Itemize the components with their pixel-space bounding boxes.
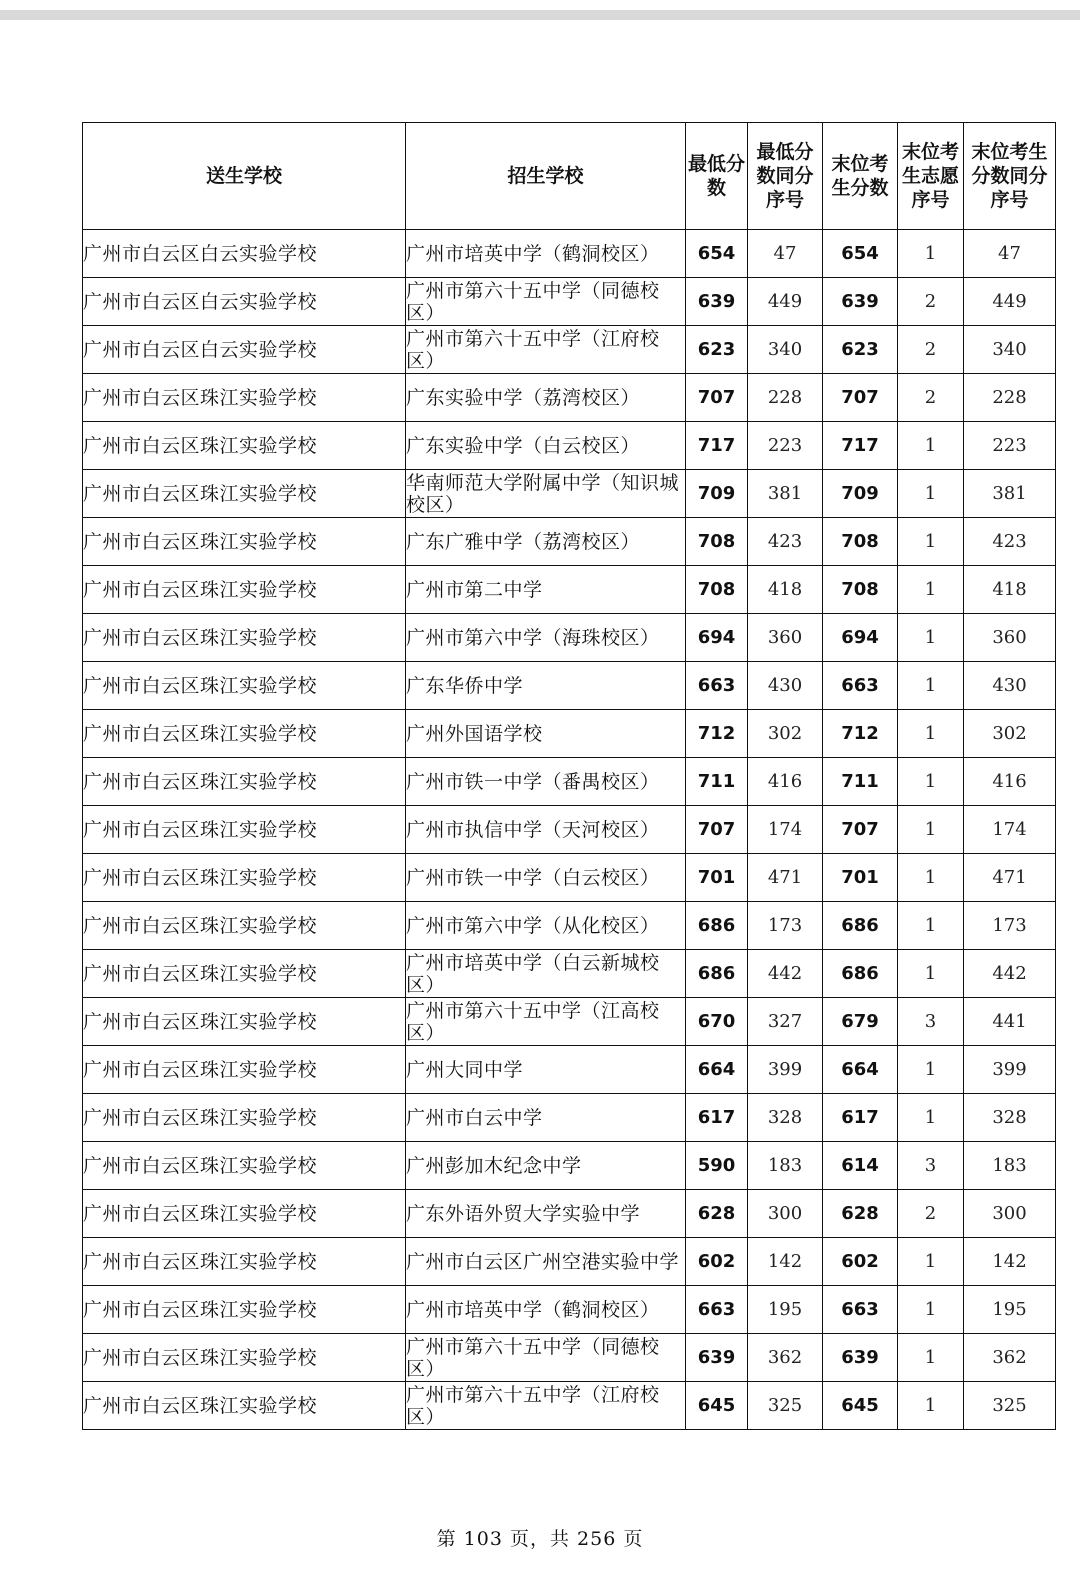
table-row xyxy=(83,566,1056,614)
cell-last-wish-no: 2 xyxy=(898,374,964,422)
cell-last-score: 614 xyxy=(823,1142,898,1190)
cell-recruit-school: 广州市培英中学（鹤洞校区） xyxy=(406,1286,686,1334)
cell-min-score-rank: 173 xyxy=(748,902,823,950)
cell-min-score-rank: 174 xyxy=(748,806,823,854)
table-row xyxy=(83,1142,1056,1190)
table-row xyxy=(83,758,1056,806)
cell-last-score: 712 xyxy=(823,710,898,758)
cell-min-score-rank: 223 xyxy=(748,422,823,470)
cell-min-score-rank: 362 xyxy=(748,1334,823,1382)
cell-last-score-rank: 174 xyxy=(964,806,1056,854)
cell-recruit-school: 广州市铁一中学（白云校区） xyxy=(406,854,686,902)
cell-min-score: 670 xyxy=(686,998,748,1046)
cell-min-score: 686 xyxy=(686,902,748,950)
cell-recruit-school: 广东实验中学（荔湾校区） xyxy=(406,374,686,422)
cell-last-wish-no: 1 xyxy=(898,566,964,614)
cell-last-score-rank: 418 xyxy=(964,566,1056,614)
cell-send-school: 广州市白云区珠江实验学校 xyxy=(83,662,406,710)
cell-last-score-rank: 325 xyxy=(964,1382,1056,1430)
cell-min-score: 623 xyxy=(686,326,748,374)
table-row xyxy=(83,1286,1056,1334)
cell-min-score-rank: 195 xyxy=(748,1286,823,1334)
cell-recruit-school: 广州大同中学 xyxy=(406,1046,686,1094)
cell-last-score: 686 xyxy=(823,902,898,950)
cell-last-score: 602 xyxy=(823,1238,898,1286)
cell-send-school: 广州市白云区珠江实验学校 xyxy=(83,806,406,854)
cell-min-score: 645 xyxy=(686,1382,748,1430)
cell-send-school: 广州市白云区珠江实验学校 xyxy=(83,902,406,950)
header-recruit-school: 招生学校 xyxy=(406,123,686,230)
cell-recruit-school: 华南师范大学附属中学（知识城校区） xyxy=(406,470,686,518)
table-header-row xyxy=(83,123,1056,230)
table-row xyxy=(83,1382,1056,1430)
cell-min-score-rank: 327 xyxy=(748,998,823,1046)
cell-last-score: 717 xyxy=(823,422,898,470)
cell-send-school: 广州市白云区白云实验学校 xyxy=(83,278,406,326)
cell-min-score: 686 xyxy=(686,950,748,998)
table-row xyxy=(83,998,1056,1046)
cell-send-school: 广州市白云区珠江实验学校 xyxy=(83,470,406,518)
header-last-wish-no: 末位考生志愿序号 xyxy=(898,123,964,230)
cell-min-score-rank: 418 xyxy=(748,566,823,614)
cell-min-score: 712 xyxy=(686,710,748,758)
cell-recruit-school: 广州市第六十五中学（江府校区） xyxy=(406,326,686,374)
header-last-score: 末位考生分数 xyxy=(823,123,898,230)
cell-last-score-rank: 360 xyxy=(964,614,1056,662)
cell-min-score-rank: 328 xyxy=(748,1094,823,1142)
cell-min-score-rank: 183 xyxy=(748,1142,823,1190)
cell-last-score-rank: 362 xyxy=(964,1334,1056,1382)
table-row xyxy=(83,326,1056,374)
cell-last-score-rank: 449 xyxy=(964,278,1056,326)
cell-min-score: 708 xyxy=(686,566,748,614)
cell-last-score-rank: 47 xyxy=(964,230,1056,278)
cell-recruit-school: 广州市铁一中学（番禺校区） xyxy=(406,758,686,806)
cell-send-school: 广州市白云区白云实验学校 xyxy=(83,326,406,374)
cell-last-wish-no: 3 xyxy=(898,998,964,1046)
cell-last-score: 701 xyxy=(823,854,898,902)
cell-min-score-rank: 442 xyxy=(748,950,823,998)
cell-last-score: 694 xyxy=(823,614,898,662)
cell-min-score: 663 xyxy=(686,662,748,710)
cell-last-score: 663 xyxy=(823,662,898,710)
cell-recruit-school: 广州市第六中学（从化校区） xyxy=(406,902,686,950)
cell-last-score: 707 xyxy=(823,374,898,422)
cell-last-wish-no: 1 xyxy=(898,518,964,566)
cell-min-score: 628 xyxy=(686,1190,748,1238)
cell-last-wish-no: 3 xyxy=(898,1142,964,1190)
cell-send-school: 广州市白云区珠江实验学校 xyxy=(83,1334,406,1382)
cell-last-score-rank: 228 xyxy=(964,374,1056,422)
cell-last-wish-no: 1 xyxy=(898,806,964,854)
cell-min-score: 663 xyxy=(686,1286,748,1334)
cell-min-score: 602 xyxy=(686,1238,748,1286)
cell-send-school: 广州市白云区珠江实验学校 xyxy=(83,614,406,662)
cell-send-school: 广州市白云区白云实验学校 xyxy=(83,230,406,278)
table-row xyxy=(83,614,1056,662)
top-divider-bar xyxy=(0,10,1080,20)
cell-send-school: 广州市白云区珠江实验学校 xyxy=(83,1382,406,1430)
cell-send-school: 广州市白云区珠江实验学校 xyxy=(83,950,406,998)
cell-last-score: 617 xyxy=(823,1094,898,1142)
cell-min-score: 707 xyxy=(686,374,748,422)
cell-recruit-school: 广东广雅中学（荔湾校区） xyxy=(406,518,686,566)
cell-min-score-rank: 399 xyxy=(748,1046,823,1094)
cell-min-score-rank: 471 xyxy=(748,854,823,902)
cell-last-wish-no: 1 xyxy=(898,758,964,806)
cell-last-score-rank: 442 xyxy=(964,950,1056,998)
cell-last-score-rank: 142 xyxy=(964,1238,1056,1286)
cell-min-score: 717 xyxy=(686,422,748,470)
cell-send-school: 广州市白云区珠江实验学校 xyxy=(83,1286,406,1334)
cell-recruit-school: 广州市第六十五中学（江府校区） xyxy=(406,1382,686,1430)
cell-min-score: 664 xyxy=(686,1046,748,1094)
table-row xyxy=(83,278,1056,326)
cell-min-score-rank: 449 xyxy=(748,278,823,326)
cell-min-score: 711 xyxy=(686,758,748,806)
cell-send-school: 广州市白云区珠江实验学校 xyxy=(83,998,406,1046)
cell-last-score: 709 xyxy=(823,470,898,518)
cell-min-score: 707 xyxy=(686,806,748,854)
cell-last-wish-no: 1 xyxy=(898,1238,964,1286)
cell-last-score: 654 xyxy=(823,230,898,278)
cell-recruit-school: 广州市培英中学（白云新城校区） xyxy=(406,950,686,998)
cell-last-score: 639 xyxy=(823,278,898,326)
cell-recruit-school: 广州市第六十五中学（同德校区） xyxy=(406,1334,686,1382)
cell-send-school: 广州市白云区珠江实验学校 xyxy=(83,566,406,614)
table-row xyxy=(83,854,1056,902)
cell-last-score-rank: 223 xyxy=(964,422,1056,470)
cell-last-wish-no: 2 xyxy=(898,326,964,374)
cell-min-score-rank: 416 xyxy=(748,758,823,806)
cell-min-score-rank: 228 xyxy=(748,374,823,422)
cell-min-score-rank: 340 xyxy=(748,326,823,374)
cell-min-score-rank: 360 xyxy=(748,614,823,662)
cell-last-wish-no: 1 xyxy=(898,662,964,710)
table-row xyxy=(83,710,1056,758)
table-row xyxy=(83,470,1056,518)
cell-last-score-rank: 416 xyxy=(964,758,1056,806)
cell-last-score-rank: 381 xyxy=(964,470,1056,518)
table-row xyxy=(83,518,1056,566)
cell-last-wish-no: 2 xyxy=(898,278,964,326)
cell-last-score-rank: 302 xyxy=(964,710,1056,758)
cell-min-score-rank: 47 xyxy=(748,230,823,278)
cell-recruit-school: 广州市第六十五中学（江高校区） xyxy=(406,998,686,1046)
cell-recruit-school: 广东外语外贸大学实验中学 xyxy=(406,1190,686,1238)
cell-recruit-school: 广州外国语学校 xyxy=(406,710,686,758)
cell-last-score-rank: 423 xyxy=(964,518,1056,566)
table-row xyxy=(83,950,1056,998)
cell-send-school: 广州市白云区珠江实验学校 xyxy=(83,374,406,422)
cell-last-score: 664 xyxy=(823,1046,898,1094)
cell-last-score: 686 xyxy=(823,950,898,998)
cell-last-score: 663 xyxy=(823,1286,898,1334)
table-row xyxy=(83,806,1056,854)
cell-last-wish-no: 1 xyxy=(898,470,964,518)
cell-last-wish-no: 1 xyxy=(898,1382,964,1430)
table-row xyxy=(83,1094,1056,1142)
cell-min-score: 708 xyxy=(686,518,748,566)
cell-send-school: 广州市白云区珠江实验学校 xyxy=(83,1190,406,1238)
cell-recruit-school: 广州市第二中学 xyxy=(406,566,686,614)
cell-min-score-rank: 423 xyxy=(748,518,823,566)
cell-send-school: 广州市白云区珠江实验学校 xyxy=(83,710,406,758)
cell-last-wish-no: 1 xyxy=(898,854,964,902)
table-row xyxy=(83,422,1056,470)
cell-last-score-rank: 328 xyxy=(964,1094,1056,1142)
cell-recruit-school: 广州市培英中学（鹤洞校区） xyxy=(406,230,686,278)
cell-last-wish-no: 1 xyxy=(898,1334,964,1382)
table-row xyxy=(83,374,1056,422)
table-row xyxy=(83,1334,1056,1382)
cell-last-score: 623 xyxy=(823,326,898,374)
cell-recruit-school: 广州市白云中学 xyxy=(406,1094,686,1142)
cell-min-score: 617 xyxy=(686,1094,748,1142)
cell-last-score-rank: 471 xyxy=(964,854,1056,902)
cell-last-wish-no: 1 xyxy=(898,902,964,950)
cell-recruit-school: 广东实验中学（白云校区） xyxy=(406,422,686,470)
cell-min-score: 694 xyxy=(686,614,748,662)
cell-last-wish-no: 2 xyxy=(898,1190,964,1238)
cell-last-wish-no: 1 xyxy=(898,422,964,470)
cell-send-school: 广州市白云区珠江实验学校 xyxy=(83,1238,406,1286)
cell-last-wish-no: 1 xyxy=(898,614,964,662)
cell-last-score: 628 xyxy=(823,1190,898,1238)
header-last-score-rank: 末位考生分数同分序号 xyxy=(964,123,1056,230)
page-footer: 第 103 页，共 256 页 xyxy=(436,1528,644,1550)
cell-recruit-school: 广东华侨中学 xyxy=(406,662,686,710)
cell-send-school: 广州市白云区珠江实验学校 xyxy=(83,758,406,806)
cell-send-school: 广州市白云区珠江实验学校 xyxy=(83,1046,406,1094)
cell-recruit-school: 广州彭加木纪念中学 xyxy=(406,1142,686,1190)
cell-send-school: 广州市白云区珠江实验学校 xyxy=(83,854,406,902)
cell-min-score-rank: 325 xyxy=(748,1382,823,1430)
cell-last-score: 708 xyxy=(823,518,898,566)
cell-last-score-rank: 173 xyxy=(964,902,1056,950)
cell-last-score-rank: 340 xyxy=(964,326,1056,374)
cell-last-score: 679 xyxy=(823,998,898,1046)
cell-recruit-school: 广州市第六中学（海珠校区） xyxy=(406,614,686,662)
cell-last-score: 639 xyxy=(823,1334,898,1382)
cell-last-score: 708 xyxy=(823,566,898,614)
cell-min-score: 709 xyxy=(686,470,748,518)
cell-last-score-rank: 183 xyxy=(964,1142,1056,1190)
cell-last-wish-no: 1 xyxy=(898,710,964,758)
cell-last-score: 707 xyxy=(823,806,898,854)
table-row xyxy=(83,1190,1056,1238)
cell-last-score: 711 xyxy=(823,758,898,806)
cell-min-score: 654 xyxy=(686,230,748,278)
table-row xyxy=(83,230,1056,278)
cell-min-score-rank: 381 xyxy=(748,470,823,518)
cell-recruit-school: 广州市白云区广州空港实验中学 xyxy=(406,1238,686,1286)
cell-last-score-rank: 300 xyxy=(964,1190,1056,1238)
cell-min-score-rank: 302 xyxy=(748,710,823,758)
table-row xyxy=(83,902,1056,950)
cell-last-wish-no: 1 xyxy=(898,950,964,998)
header-send-school: 送生学校 xyxy=(83,123,406,230)
cell-last-score-rank: 195 xyxy=(964,1286,1056,1334)
cell-send-school: 广州市白云区珠江实验学校 xyxy=(83,1142,406,1190)
cell-min-score: 701 xyxy=(686,854,748,902)
admission-table xyxy=(82,122,1056,1430)
header-min-score: 最低分数 xyxy=(686,123,748,230)
cell-last-score: 645 xyxy=(823,1382,898,1430)
cell-min-score: 639 xyxy=(686,1334,748,1382)
cell-min-score: 639 xyxy=(686,278,748,326)
cell-min-score-rank: 430 xyxy=(748,662,823,710)
cell-last-score-rank: 430 xyxy=(964,662,1056,710)
cell-last-score-rank: 441 xyxy=(964,998,1056,1046)
cell-send-school: 广州市白云区珠江实验学校 xyxy=(83,1094,406,1142)
cell-min-score-rank: 142 xyxy=(748,1238,823,1286)
cell-last-score-rank: 399 xyxy=(964,1046,1056,1094)
cell-last-wish-no: 1 xyxy=(898,230,964,278)
cell-send-school: 广州市白云区珠江实验学校 xyxy=(83,518,406,566)
cell-last-wish-no: 1 xyxy=(898,1094,964,1142)
table-row xyxy=(83,1046,1056,1094)
cell-recruit-school: 广州市第六十五中学（同德校区） xyxy=(406,278,686,326)
cell-min-score-rank: 300 xyxy=(748,1190,823,1238)
table-body xyxy=(83,230,1056,1430)
table-row xyxy=(83,1238,1056,1286)
cell-send-school: 广州市白云区珠江实验学校 xyxy=(83,422,406,470)
cell-min-score: 590 xyxy=(686,1142,748,1190)
table-row xyxy=(83,662,1056,710)
header-min-score-rank: 最低分数同分序号 xyxy=(748,123,823,230)
cell-last-wish-no: 1 xyxy=(898,1286,964,1334)
cell-recruit-school: 广州市执信中学（天河校区） xyxy=(406,806,686,854)
cell-last-wish-no: 1 xyxy=(898,1046,964,1094)
